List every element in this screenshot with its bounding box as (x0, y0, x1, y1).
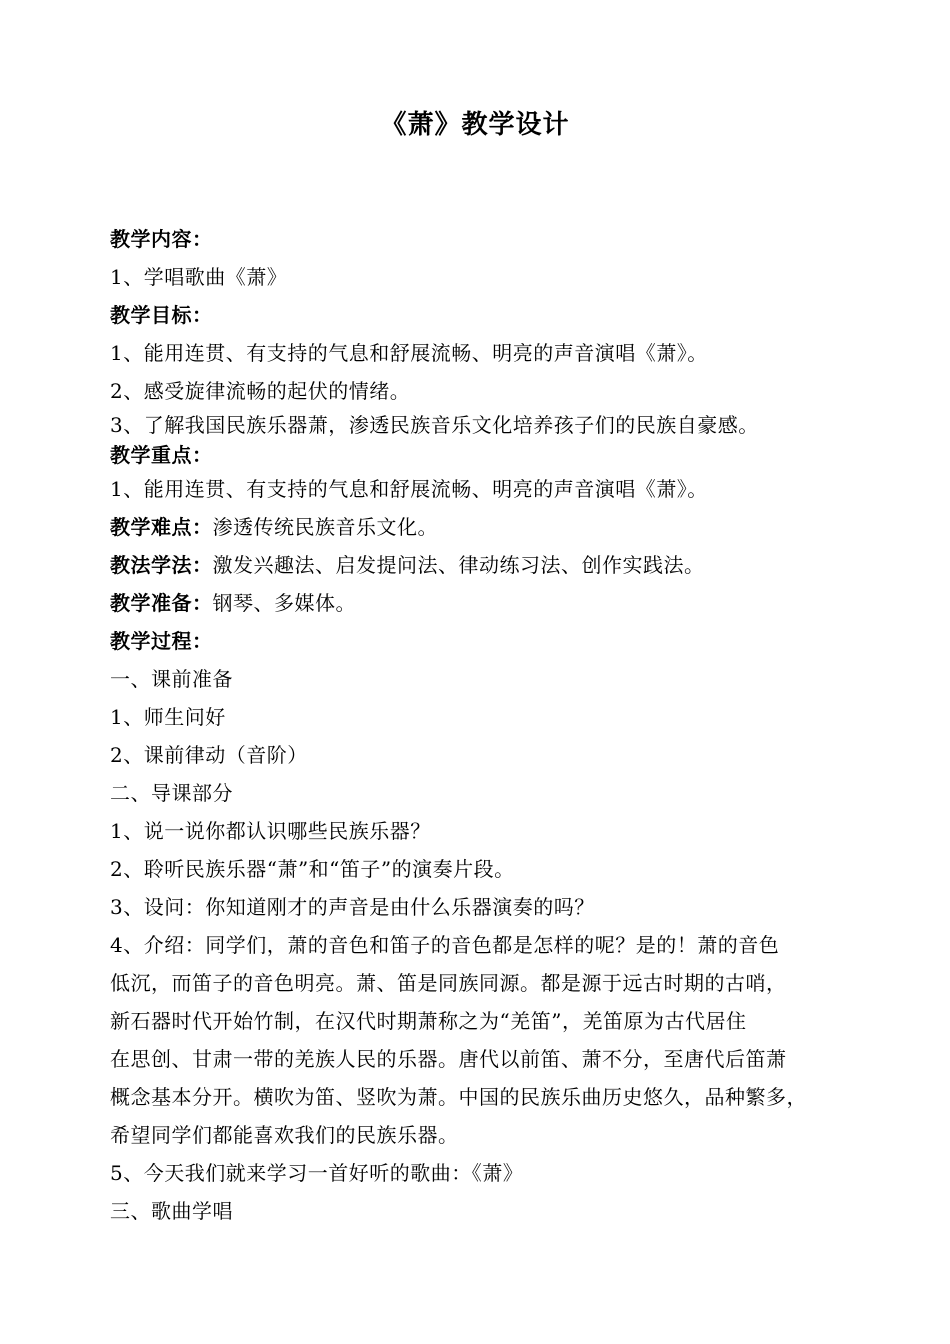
goal-item: 3、了解我国民族乐器萧，渗透民族音乐文化培养孩子们的民族自豪感。 (110, 413, 759, 437)
preparation-heading: 教学准备： (110, 591, 213, 615)
process-heading: 教学过程： (110, 629, 213, 653)
paragraph-line: 概念基本分开。横吹为笛、竖吹为萧。中国的民族乐曲历史悠久，品种繁多， (110, 1085, 807, 1109)
process-item: 1、师生问好 (110, 705, 226, 729)
document-body (110, 220, 870, 1230)
process-part-title: 二、导课部分 (110, 781, 233, 805)
key-point-item: 1、能用连贯、有支持的气息和舒展流畅、明亮的声音演唱《萧》。 (110, 477, 708, 501)
difficulty-text: 渗透传统民族音乐文化。 (212, 515, 438, 539)
teaching-goals-heading: 教学目标： (110, 303, 213, 327)
process-item: 2、课前律动（音阶） (110, 743, 308, 767)
method-line (110, 546, 870, 584)
teaching-content-heading: 教学内容： (110, 227, 213, 251)
document-title: 《萧》教学设计 (380, 110, 570, 140)
method-heading: 教法学法： (110, 553, 213, 577)
goal-item: 2、感受旋律流畅的起伏的情绪。 (110, 379, 411, 403)
introduction-paragraph (110, 926, 870, 1154)
goal-item: 1、能用连贯、有支持的气息和舒展流畅、明亮的声音演唱《萧》。 (110, 341, 708, 365)
key-points-heading: 教学重点： (110, 443, 213, 467)
preparation-line (110, 584, 870, 622)
method-text: 激发兴趣法、启发提问法、律动练习法、创作实践法。 (212, 553, 705, 577)
process-item: 2、聆听民族乐器“萧”和“笛子”的演奏片段。 (110, 857, 515, 881)
process-item: 3、设问：你知道刚才的声音是由什么乐器演奏的吗？ (110, 895, 595, 919)
process-item: 1、说一说你都认识哪些民族乐器？ (110, 819, 431, 843)
difficulty-heading: 教学难点： (110, 515, 213, 539)
paragraph-line: 新石器时代开始竹制，在汉代时期萧称之为“羌笛”，羌笛原为古代居住 (110, 1009, 747, 1033)
process-item: 5、今天我们就来学习一首好听的歌曲：《萧》 (110, 1161, 524, 1185)
paragraph-line: 希望同学们都能喜欢我们的民族乐器。 (110, 1123, 459, 1147)
process-part-title: 一、课前准备 (110, 667, 233, 691)
preparation-text: 钢琴、多媒体。 (212, 591, 356, 615)
paragraph-line: 4、介绍：同学们，萧的音色和笛子的音色都是怎样的呢？是的！萧的音色 (110, 933, 780, 957)
paragraph-line: 在思创、甘肃一带的羌族人民的乐器。唐代以前笛、萧不分，至唐代后笛萧 (110, 1047, 787, 1071)
process-part-title: 三、歌曲学唱 (110, 1199, 233, 1223)
paragraph-line: 低沉，而笛子的音色明亮。萧、笛是同族同源。都是源于远古时期的古哨， (110, 971, 787, 995)
teaching-content-item: 1、学唱歌曲《萧》 (110, 265, 288, 289)
difficulty-line (110, 508, 870, 546)
